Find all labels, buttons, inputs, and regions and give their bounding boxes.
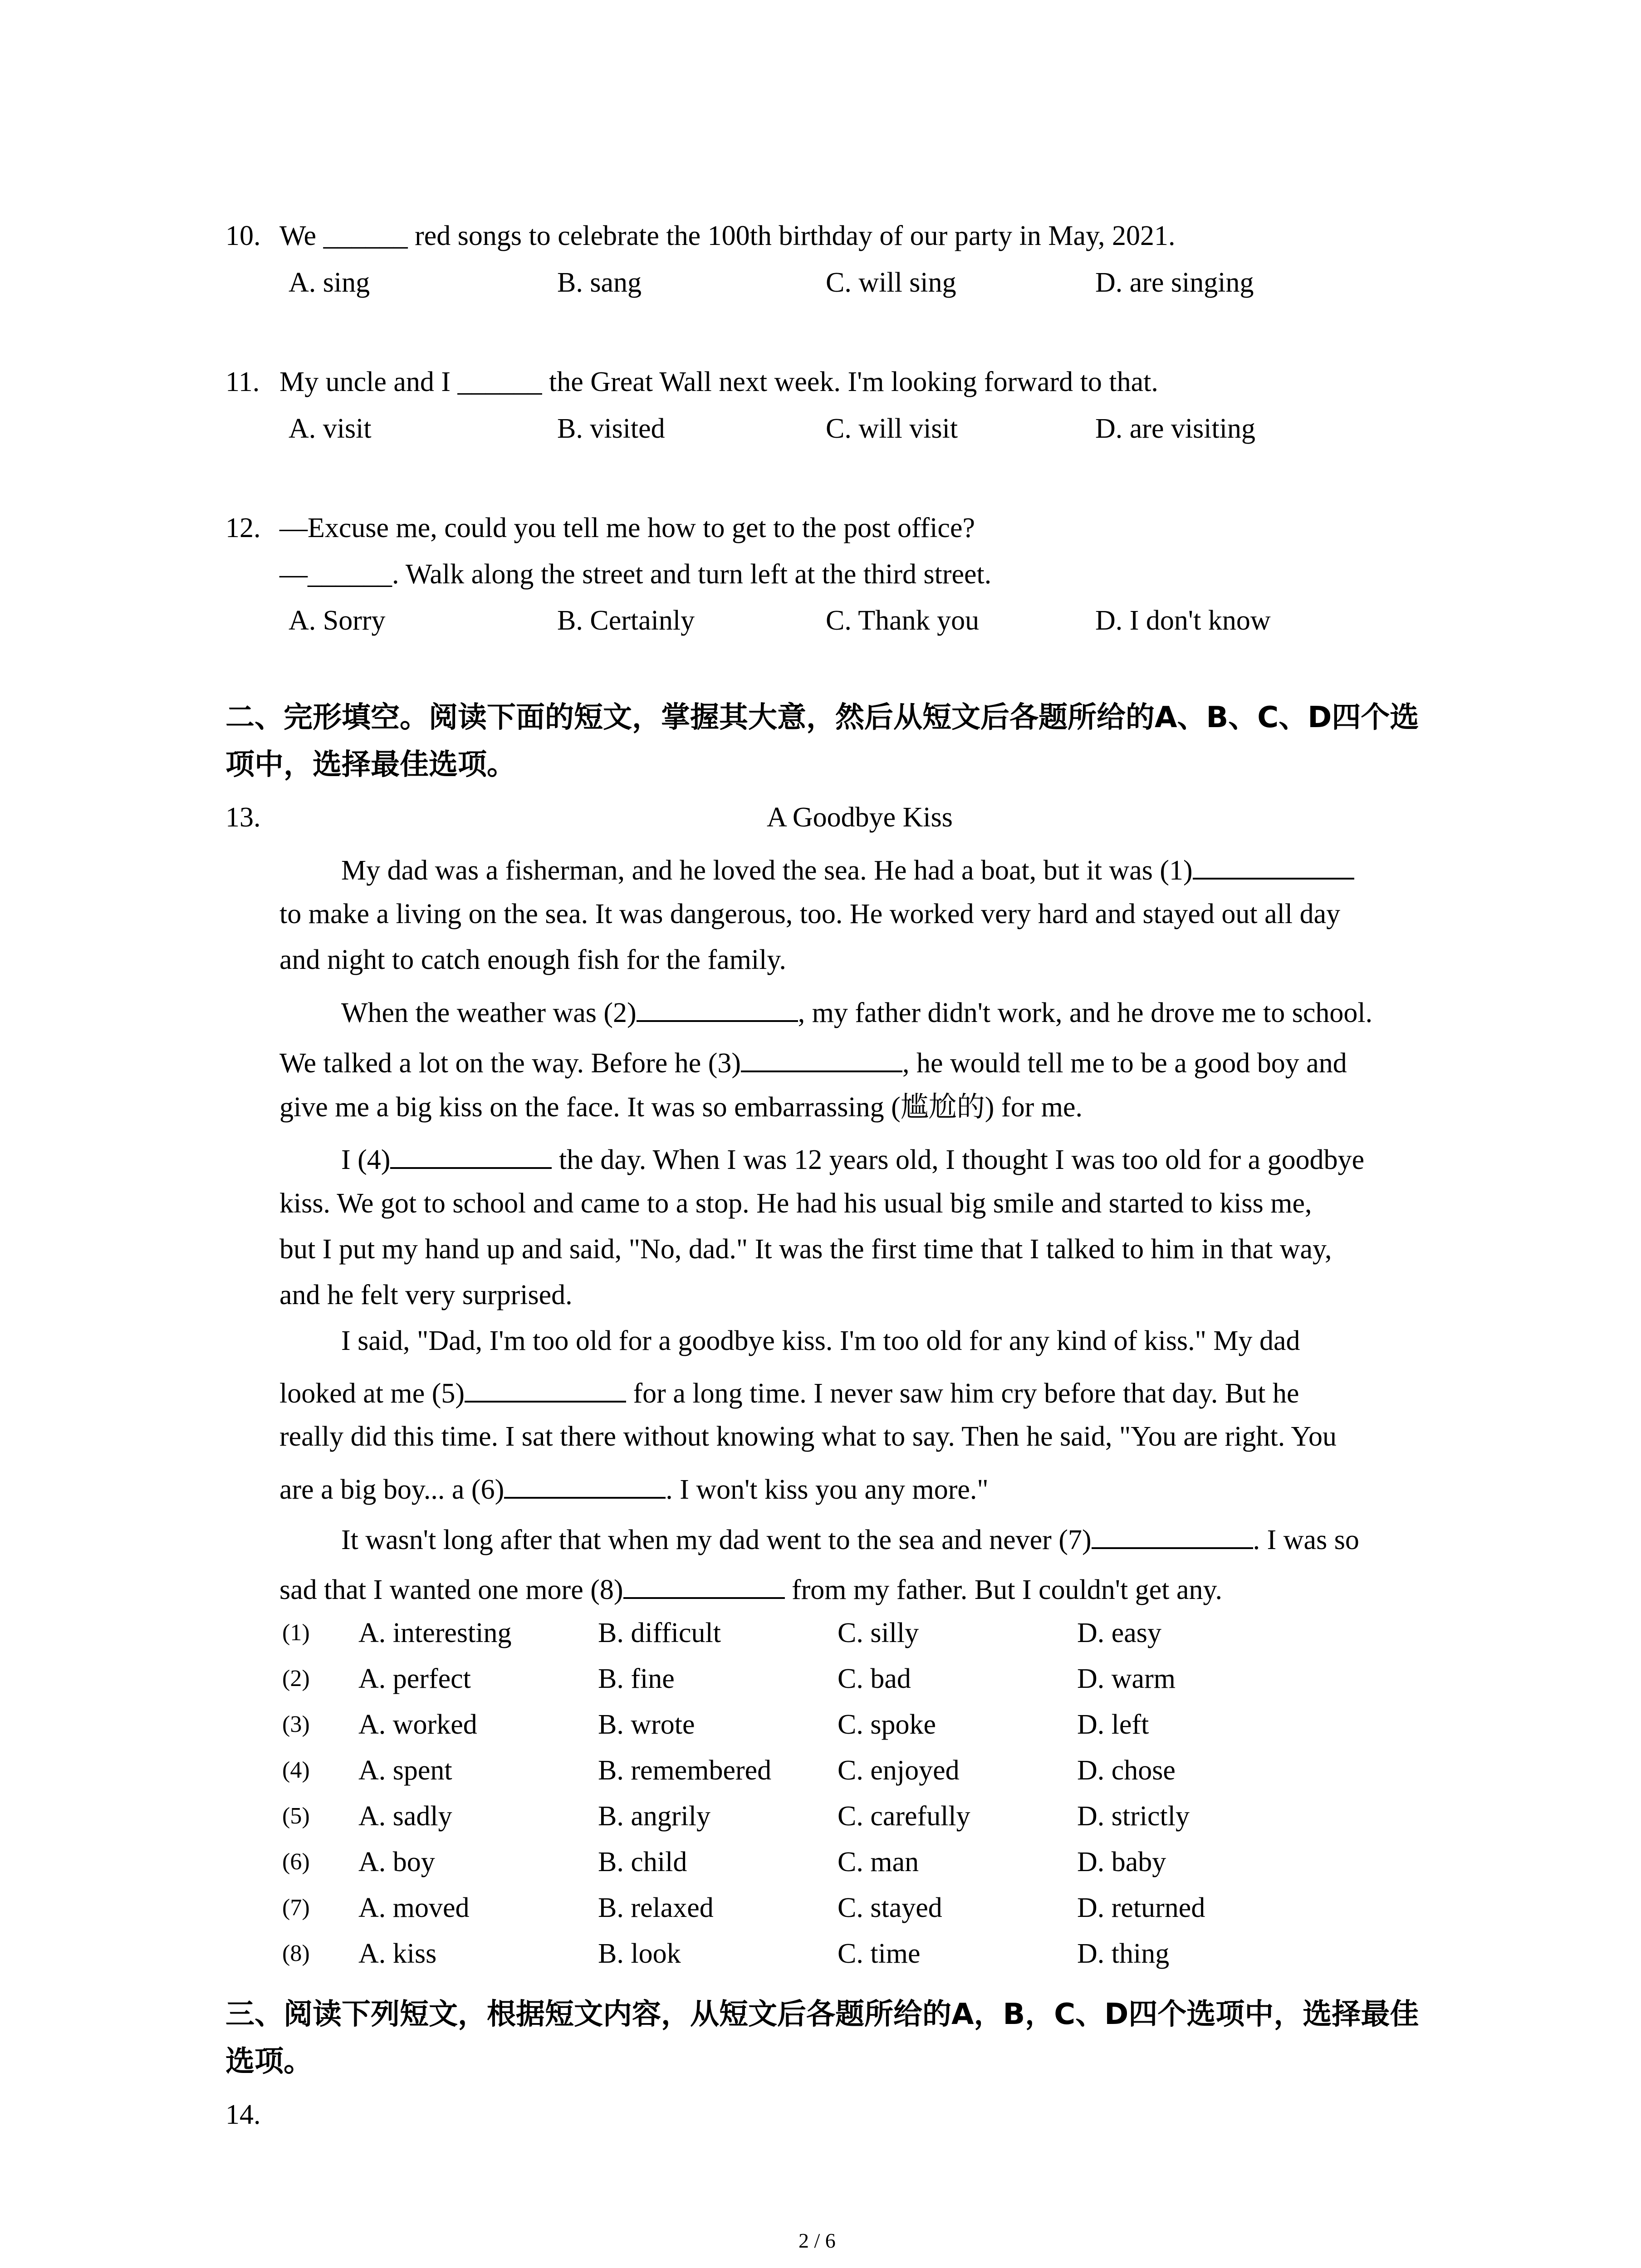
passage-line: are a big boy... a (6) . I won't kiss you any more.": [279, 1469, 989, 1508]
choice-6-option-a[interactable]: A. boy: [358, 1847, 435, 1877]
question-11-number: 11.: [225, 367, 260, 397]
blank-8: [623, 1569, 785, 1599]
choice-label-6: (6): [282, 1849, 310, 1875]
blank-1: [1193, 850, 1354, 880]
choice-5-option-c[interactable]: C. carefully: [838, 1801, 970, 1832]
choice-2-option-d[interactable]: D. warm: [1077, 1663, 1176, 1694]
choice-7-option-b[interactable]: B. relaxed: [598, 1892, 714, 1923]
blank-7: [1092, 1519, 1253, 1549]
choice-6-option-c[interactable]: C. man: [838, 1847, 919, 1877]
choice-7-option-d[interactable]: D. returned: [1077, 1892, 1205, 1923]
passage-line: and he felt very surprised.: [279, 1280, 573, 1310]
blank-4: [390, 1139, 552, 1169]
choice-7-option-c[interactable]: C. stayed: [838, 1892, 942, 1923]
question-10-option-b[interactable]: B. sang: [557, 267, 642, 298]
passage-line: I (4) the day. When I was 12 years old, I thought I was too old for a goodbye: [341, 1139, 1364, 1178]
choice-5-option-b[interactable]: B. angrily: [598, 1801, 710, 1832]
passage-line: looked at me (5) for a long time. I never saw him cry before that day. But he: [279, 1373, 1299, 1412]
passage-title: A Goodbye Kiss: [767, 802, 953, 833]
section-3-heading-line-2: 选项。: [225, 2045, 313, 2078]
question-10-option-c[interactable]: C. will sing: [826, 267, 956, 298]
choice-4-option-c[interactable]: C. enjoyed: [838, 1755, 960, 1786]
question-12-number: 12.: [225, 513, 261, 543]
choice-8-option-b[interactable]: B. look: [598, 1938, 681, 1969]
question-11-option-a[interactable]: A. visit: [289, 413, 372, 444]
choice-5-option-a[interactable]: A. sadly: [358, 1801, 452, 1832]
question-11-option-c[interactable]: C. will visit: [826, 413, 958, 444]
choice-label-2: (2): [282, 1666, 310, 1691]
choice-2-option-a[interactable]: A. perfect: [358, 1663, 471, 1694]
choice-label-3: (3): [282, 1711, 310, 1737]
choice-3-option-b[interactable]: B. wrote: [598, 1709, 695, 1740]
passage-line: I said, "Dad, I'm too old for a goodbye kiss. I'm too old for any kind of kiss." My dad: [341, 1325, 1300, 1356]
choice-4-option-d[interactable]: D. chose: [1077, 1755, 1176, 1786]
passage-line: and night to catch enough fish for the family.: [279, 944, 786, 975]
section-3-heading-line-1: 三、阅读下列短文，根据短文内容，从短文后各题所给的A，B，C、D四个选项中，选择最佳: [225, 1998, 1419, 2031]
question-11-stem: My uncle and I ______ the Great Wall next week. I'm looking forward to that.: [279, 367, 1158, 397]
question-14-number: 14.: [225, 2099, 261, 2130]
question-12-option-a[interactable]: A. Sorry: [289, 605, 386, 636]
passage-line: but I put my hand up and said, "No, dad." It was the first time that I talked to him in that way,: [279, 1234, 1332, 1265]
choice-7-option-a[interactable]: A. moved: [358, 1892, 470, 1923]
choice-label-7: (7): [282, 1895, 310, 1921]
choice-6-option-d[interactable]: D. baby: [1077, 1847, 1166, 1877]
choice-label-1: (1): [282, 1620, 310, 1646]
question-12-option-c[interactable]: C. Thank you: [826, 605, 980, 636]
choice-1-option-a[interactable]: A. interesting: [358, 1618, 512, 1648]
choice-3-option-a[interactable]: A. worked: [358, 1709, 477, 1740]
choice-1-option-b[interactable]: B. difficult: [598, 1618, 721, 1648]
question-12-option-d[interactable]: D. I don't know: [1095, 605, 1271, 636]
question-12-option-b[interactable]: B. Certainly: [557, 605, 695, 636]
choice-label-8: (8): [282, 1941, 310, 1966]
choice-3-option-d[interactable]: D. left: [1077, 1709, 1149, 1740]
choice-label-5: (5): [282, 1803, 310, 1829]
passage-line: kiss. We got to school and came to a stop. He had his usual big smile and started to kiss me,: [279, 1188, 1312, 1219]
choice-label-4: (4): [282, 1757, 310, 1783]
passage-line: really did this time. I sat there without knowing what to say. Then he said, "You are right. You: [279, 1421, 1337, 1452]
passage-line: give me a big kiss on the face. It was so embarrassing (尴尬的) for me.: [279, 1092, 1083, 1123]
blank-3: [741, 1042, 902, 1072]
blank-6: [504, 1469, 666, 1499]
choice-6-option-b[interactable]: B. child: [598, 1847, 687, 1877]
choice-8-option-a[interactable]: A. kiss: [358, 1938, 437, 1969]
passage-line: It wasn't long after that when my dad went to the sea and never (7) . I was so: [341, 1519, 1359, 1558]
choice-5-option-d[interactable]: D. strictly: [1077, 1801, 1190, 1832]
question-13-number: 13.: [225, 802, 261, 833]
question-11-option-d[interactable]: D. are visiting: [1095, 413, 1255, 444]
passage-line: My dad was a fisherman, and he loved the sea. He had a boat, but it was (1): [341, 850, 1354, 889]
question-12-stem-response: —______. Walk along the street and turn left at the third street.: [279, 559, 992, 590]
passage-line: to make a living on the sea. It was dangerous, too. He worked very hard and stayed out all day: [279, 899, 1341, 929]
choice-2-option-c[interactable]: C. bad: [838, 1663, 911, 1694]
choice-4-option-a[interactable]: A. spent: [358, 1755, 452, 1786]
question-10-stem: We ______ red songs to celebrate the 100th birthday of our party in May, 2021.: [279, 220, 1176, 251]
choice-4-option-b[interactable]: B. remembered: [598, 1755, 772, 1786]
choice-2-option-b[interactable]: B. fine: [598, 1663, 675, 1694]
question-10-number: 10.: [225, 220, 261, 251]
question-10-option-a[interactable]: A. sing: [289, 267, 370, 298]
choice-3-option-c[interactable]: C. spoke: [838, 1709, 936, 1740]
blank-2: [637, 992, 798, 1022]
choice-1-option-c[interactable]: C. silly: [838, 1618, 919, 1648]
passage-line: sad that I wanted one more (8) from my father. But I couldn't get any.: [279, 1569, 1222, 1608]
blank-5: [465, 1373, 626, 1403]
question-10-option-d[interactable]: D. are singing: [1095, 267, 1254, 298]
choice-8-option-c[interactable]: C. time: [838, 1938, 921, 1969]
choice-1-option-d[interactable]: D. easy: [1077, 1618, 1161, 1648]
passage-line: We talked a lot on the way. Before he (3) , he would tell me to be a good boy and: [279, 1042, 1347, 1081]
passage-line: When the weather was (2) , my father didn't work, and he drove me to school.: [341, 992, 1372, 1031]
page-number: 2 / 6: [798, 2229, 836, 2252]
section-2-heading-line-1: 二、完形填空。阅读下面的短文，掌握其大意，然后从短文后各题所给的A、B、C、D四个选: [225, 701, 1419, 734]
question-12-stem: —Excuse me, could you tell me how to get to the post office?: [279, 513, 975, 543]
question-11-option-b[interactable]: B. visited: [557, 413, 665, 444]
choice-8-option-d[interactable]: D. thing: [1077, 1938, 1170, 1969]
section-2-heading-line-2: 项中，选择最佳选项。: [225, 748, 516, 782]
